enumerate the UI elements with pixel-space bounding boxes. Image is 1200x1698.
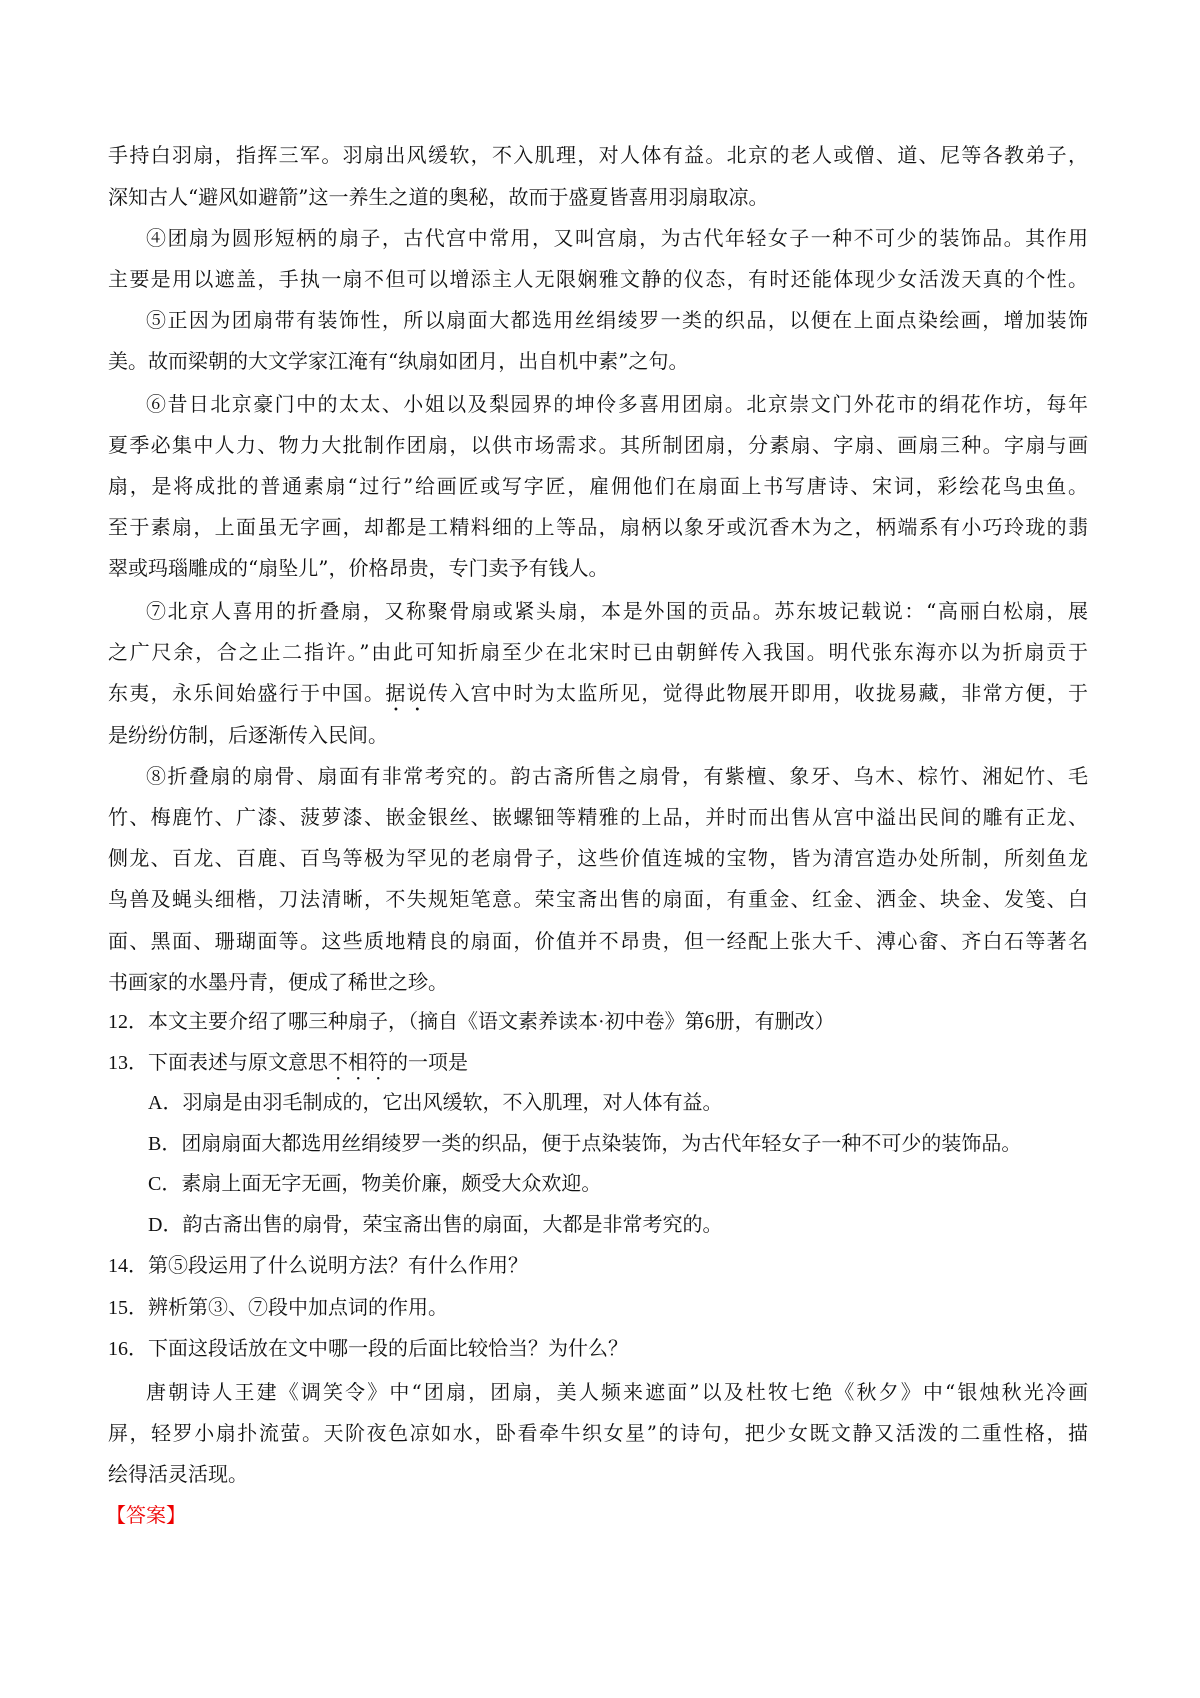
text-line: 之广尺余，合之止二指许。”由此可知折扇至少在北宋时已由朝鲜传入我国。明代张东海亦以为折扇贡于 bbox=[108, 640, 1088, 664]
text-line: 主要是用以遮盖，手执一扇不但可以增添主人无限娴雅文静的仪态，有时还能体现少女活泼天真的个性。 bbox=[108, 267, 1088, 291]
text-line: 竹、梅鹿竹、广漆、菠萝漆、嵌金银丝、嵌螺钿等精雅的上品，并时而出售从宫中溢出民间的雕有正龙、 bbox=[108, 805, 1088, 829]
emphasized-word: 据说 bbox=[385, 681, 429, 705]
question-12: 12．本文主要介绍了哪三种扇子，（摘自《语文素养读本·初中卷》第6册，有删改） bbox=[108, 1011, 835, 1033]
question-15: 15．辨析第③、⑦段中加点词的作用。 bbox=[108, 1297, 448, 1319]
text-line: 侧龙、百龙、百鹿、百鸟等极为罕见的老扇骨子，这些价值连城的宝物，皆为清宫造办处所制，所刻鱼龙 bbox=[108, 846, 1088, 870]
text-line: 是纷纷仿制，后逐渐传入民间。 bbox=[108, 723, 388, 747]
question-14: 14．第⑤段运用了什么说明方法？有什么作用？ bbox=[108, 1255, 528, 1277]
paragraph-6-line: ⑥昔日北京豪门中的太太、小姐以及梨园界的坤伶多喜用团扇。北京崇文门外花市的绢花作坊，每年 bbox=[146, 392, 1088, 416]
text-line: 面、黑面、珊瑚面等。这些质地精良的扇面，价值并不昂贵，但一经配上张大千、溥心畲、齐白石等著名 bbox=[108, 929, 1088, 953]
quote-line: 屏，轻罗小扇扑流萤。天阶夜色凉如水，卧看牵牛织女星”的诗句，把少女既文静又活泼的二重性格，描 bbox=[108, 1421, 1088, 1445]
text-line bbox=[108, 679, 1088, 716]
option-b: B．团扇扇面大都选用丝绢绫罗一类的织品，便于点染装饰，为古代年轻女子一种不可少的装饰品。 bbox=[148, 1133, 1022, 1155]
text-line: 翠或玛瑙雕成的“扇坠儿”，价格昂贵，专门卖予有钱人。 bbox=[108, 556, 609, 580]
paragraph-8-line: ⑧折叠扇的扇骨、扇面有非常考究的。韵古斋所售之扇骨，有紫檀、象牙、乌木、棕竹、湘妃竹、毛 bbox=[146, 764, 1088, 788]
text-segment: 传入宫中时为太监所见，觉得此物展开即用，收拢易藏，非常方便，于 bbox=[428, 681, 1089, 705]
text-line: 鸟兽及蝇头细楷，刀法清晰，不失规矩笔意。荣宝斋出售的扇面，有重金、红金、洒金、块金、发笺、白 bbox=[108, 887, 1088, 911]
option-c: C．素扇上面无字无画，物美价廉，颇受大众欢迎。 bbox=[148, 1173, 602, 1195]
text-line: 书画家的水墨丹青，便成了稀世之珍。 bbox=[108, 970, 448, 994]
option-d: D．韵古斋出售的扇骨，荣宝斋出售的扇面，大都是非常考究的。 bbox=[148, 1214, 723, 1236]
question-16: 16．下面这段话放在文中哪一段的后面比较恰当？为什么？ bbox=[108, 1338, 628, 1360]
quote-line: 绘得活灵活现。 bbox=[108, 1462, 248, 1486]
paragraph-7-line: ⑦北京人喜用的折叠扇，又称聚骨扇或紧头扇，本是外国的贡品。苏东坡记载说：“高丽白松扇，展 bbox=[146, 599, 1088, 623]
quote-line: 唐朝诗人王建《调笑令》中“团扇，团扇，美人频来遮面”以及杜牧七绝《秋夕》中“银烛秋光冷画 bbox=[146, 1380, 1088, 1404]
paragraph-5-line: ⑤正因为团扇带有装饰性，所以扇面大都选用丝绢绫罗一类的织品，以便在上面点染绘画，增加装饰 bbox=[146, 308, 1088, 332]
text-line: 深知古人“避风如避箭”这一养生之道的奥秘，故而于盛夏皆喜用羽扇取凉。 bbox=[108, 185, 769, 209]
text-line: 手持白羽扇，指挥三军。羽扇出风缓软，不入肌理，对人体有益。北京的老人或僧、道、尼等各教弟子， bbox=[108, 143, 1088, 167]
text-line: 至于素扇，上面虽无字画，却都是工精料细的上等品，扇柄以象牙或沉香木为之，柄端系有小巧玲珑的翡 bbox=[108, 515, 1088, 539]
answer-label: 【答案】 bbox=[106, 1505, 186, 1527]
text-segment: 的一项是 bbox=[388, 1052, 468, 1074]
text-segment: 东夷，永乐间始盛行于中国。 bbox=[108, 681, 386, 705]
question-13 bbox=[108, 1049, 1088, 1085]
text-line: 扇，是将成批的普通素扇“过行”给画匠或写字匠，雇佣他们在扇面上书写唐诗、宋词，彩绘花鸟虫鱼。 bbox=[108, 474, 1088, 498]
option-a: A．羽扇是由羽毛制成的，它出风缓软，不入肌理，对人体有益。 bbox=[148, 1092, 723, 1114]
paragraph-4-line: ④团扇为圆形短柄的扇子，古代宫中常用，又叫宫扇，为古代年轻女子一种不可少的装饰品。其作用 bbox=[146, 226, 1088, 250]
text-line: 美。故而梁朝的大文学家江淹有“纨扇如团月，出自机中素”之句。 bbox=[108, 349, 689, 373]
text-segment: 13．下面表述与原文意思 bbox=[108, 1052, 328, 1074]
emphasized-word: 不相符 bbox=[328, 1052, 388, 1074]
text-line: 夏季必集中人力、物力大批制作团扇，以供市场需求。其所制团扇，分素扇、字扇、画扇三种。字扇与画 bbox=[108, 433, 1088, 457]
